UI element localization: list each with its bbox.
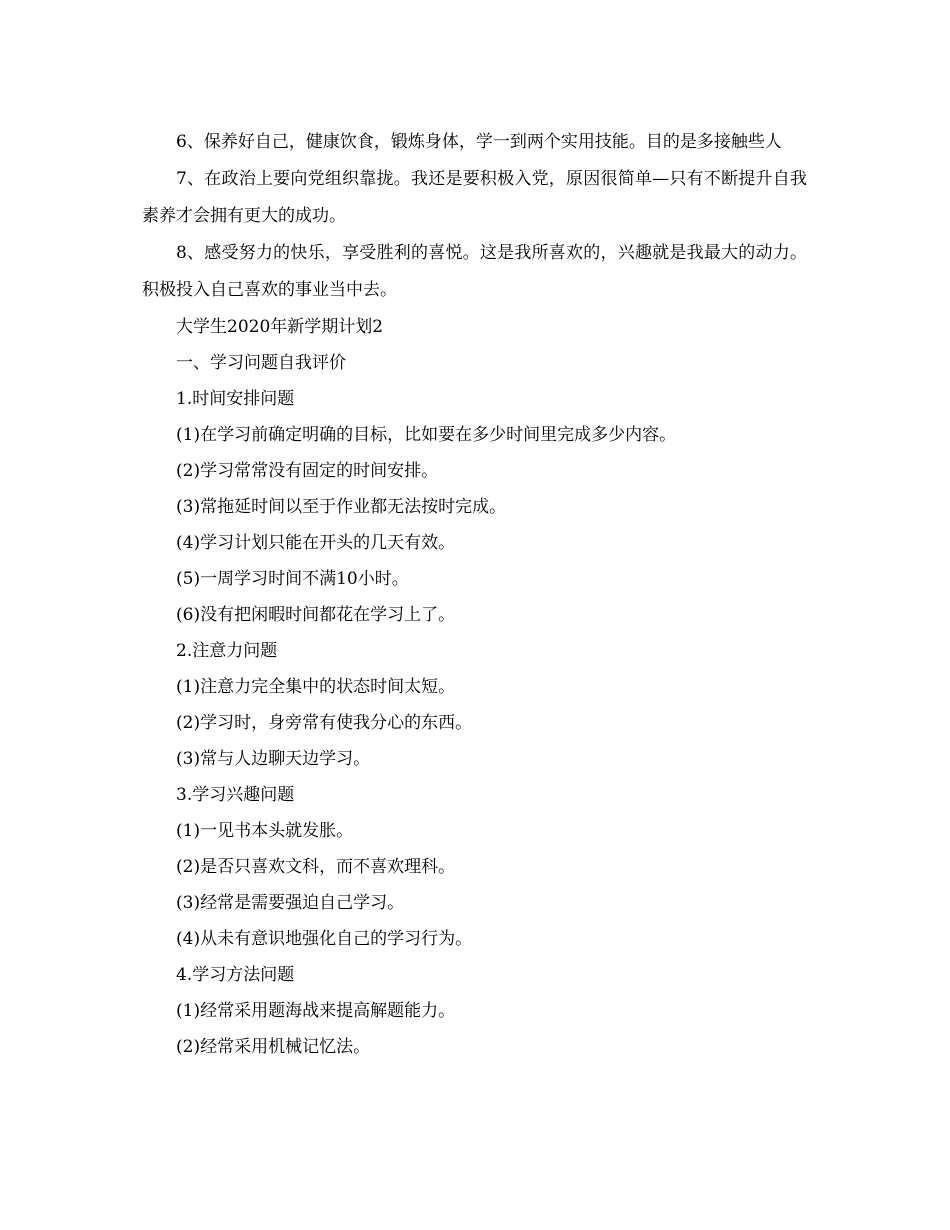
- list-item: (1)注意力完全集中的状态时间太短。: [176, 677, 456, 697]
- list-item: (3)常与人边聊天边学习。: [176, 749, 371, 769]
- paragraph-item-8: 8、感受努力的快乐，享受胜利的喜悦。这是我所喜欢的，兴趣就是我最大的动力。积极投入自己喜欢的事业当中去。: [142, 243, 807, 300]
- list-item: (2)学习常常没有固定的时间安排。: [176, 461, 439, 481]
- list-item: (2)学习时，身旁常有使我分心的东西。: [176, 713, 473, 733]
- list-item: (1)一见书本头就发胀。: [176, 821, 354, 841]
- list-item: (3)经常是需要强迫自己学习。: [176, 893, 405, 913]
- list-item: (2)经常采用机械记忆法。: [176, 1037, 371, 1057]
- list-item: (4)从未有意识地强化自己的学习行为。: [176, 929, 473, 949]
- list-item: (1)在学习前确定明确的目标，比如要在多少时间里完成多少内容。: [176, 425, 677, 445]
- subheading-time: 1.时间安排问题: [176, 389, 295, 409]
- list-item: (4)学习计划只能在开头的几天有效。: [176, 533, 456, 553]
- subheading-interest: 3.学习兴趣问题: [176, 785, 295, 805]
- paragraph-item-6: 6、保养好自己，健康饮食，锻炼身体，学一到两个实用技能。目的是多接触些人: [176, 132, 782, 152]
- list-item: (1)经常采用题海战来提高解题能力。: [176, 1001, 456, 1021]
- list-item: (5)一周学习时间不满10小时。: [176, 569, 409, 589]
- subheading-method: 4.学习方法问题: [176, 965, 295, 985]
- section-title: 大学生2020年新学期计划2: [176, 317, 384, 337]
- list-item: (2)是否只喜欢文科，而不喜欢理科。: [176, 857, 456, 877]
- list-item: (3)常拖延时间以至于作业都无法按时完成。: [176, 497, 507, 517]
- document-body: [142, 124, 807, 1065]
- subheading-attention: 2.注意力问题: [176, 641, 278, 661]
- list-item: (6)没有把闲暇时间都花在学习上了。: [176, 605, 456, 625]
- section-heading-1: 一、学习问题自我评价: [176, 353, 346, 373]
- paragraph-item-7: 7、在政治上要向党组织靠拢。我还是要积极入党，原因很简单—只有不断提升自我素养才会拥有更大的成功。: [142, 169, 807, 226]
